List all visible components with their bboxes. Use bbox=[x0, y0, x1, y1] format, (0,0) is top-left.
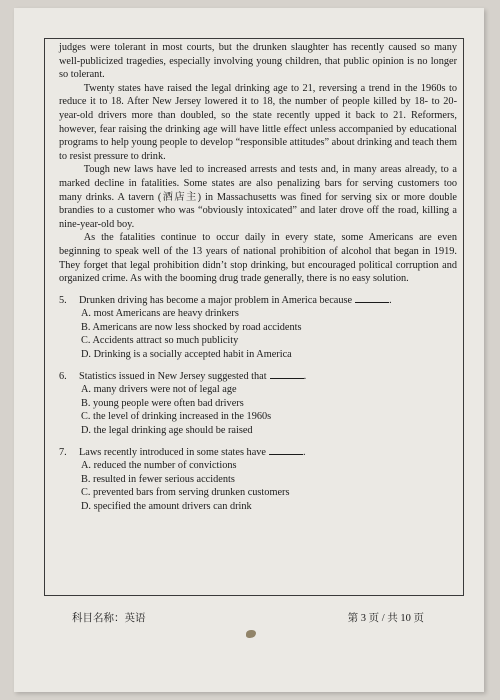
passage-paragraph: Tough new laws have led to increased arrests and tests and, in many areas already, to a marked decline in fatalities. Some states are also penalizing bars for serving customers too many drinks. A tavern (酒店主) in Massachusetts was fined for serving six or more double brandies to a customer who was “obviously intoxicated” and later drove off the road, killing a nine-year-old boy. bbox=[59, 164, 457, 230]
subject-name: 科目名称：英语 bbox=[72, 613, 146, 624]
question-stem bbox=[59, 370, 457, 384]
question-number: 5. bbox=[59, 294, 67, 306]
question-5 bbox=[59, 294, 457, 362]
passage-paragraph: As the fatalities continue to occur daily in every state, some Americans are even beginning to speak well of the 13 years of national prohibition of alcohol that began in 1919. They forget that legal prohibition didn’t stop drinking, but encouraged political corruption and organized crime. As with the booming drug trade generally, there is no easy solution. bbox=[59, 232, 457, 285]
answer-blank bbox=[270, 378, 304, 379]
option-a: A. reduced the number of convictions bbox=[81, 460, 237, 472]
option-b: B. resulted in fewer serious accidents bbox=[81, 473, 235, 485]
option-a: A. many drivers were not of legal age bbox=[81, 384, 237, 396]
option-c: C. prevented bars from serving drunken customers bbox=[81, 487, 290, 499]
exam-page bbox=[14, 8, 484, 692]
question-text: Drunken driving has become a major problem in America because bbox=[79, 294, 353, 306]
option-b: B. Americans are now less shocked by road accidents bbox=[81, 321, 302, 333]
page-number: 第 3 页 / 共 10 页 bbox=[347, 613, 424, 624]
question-end: . bbox=[303, 446, 306, 458]
ink-smudge bbox=[246, 630, 256, 638]
question-7 bbox=[59, 446, 457, 514]
option-d: D. the legal drinking age should be raised bbox=[81, 425, 253, 437]
question-frame bbox=[44, 38, 464, 596]
question-text: Laws recently introduced in some states have bbox=[79, 446, 266, 458]
option-b: B. young people were often bad drivers bbox=[81, 397, 244, 409]
question-end: . bbox=[389, 294, 392, 306]
question-number: 6. bbox=[59, 370, 67, 382]
passage-paragraph: Twenty states have raised the legal drinking age to 21, reversing a trend in the 1960s to reduce it to 18. After New Jersey lowered it to 18, the number of people killed by 18- to 20-year-old drivers more than doubled, so the state recently upped it back to 21. Reformers, however, fear raising the drinking age will have little effect unless accompanied by educational programs to help young people to develop “responsible attitudes” about drinking and teach them to resist pressure to drink. bbox=[59, 82, 457, 162]
option-c: C. the level of drinking increased in the 1960s bbox=[81, 411, 272, 423]
question-end: . bbox=[303, 370, 307, 382]
page-footer bbox=[72, 610, 424, 625]
answer-blank bbox=[355, 302, 389, 303]
option-d: D. Drinking is a socially accepted habit in America bbox=[81, 349, 292, 361]
answer-blank bbox=[269, 454, 303, 455]
option-d: D. specified the amount drivers can drink bbox=[81, 501, 252, 512]
reading-content bbox=[59, 41, 457, 514]
question-stem bbox=[59, 294, 457, 308]
option-a: A. most Americans are heavy drinkers bbox=[81, 308, 239, 320]
question-6 bbox=[59, 370, 457, 438]
question-stem bbox=[59, 446, 457, 460]
question-text: Statistics issued in New Jersey suggested that bbox=[79, 370, 267, 382]
option-c: C. Accidents attract so much publicity bbox=[81, 335, 239, 347]
question-number: 7. bbox=[59, 446, 67, 458]
passage-paragraph: judges were tolerant in most courts, but the drunken slaughter has recently caused so many well-publicized tragedies, especially involving young children, that public opinion is no longer so tolerant. bbox=[59, 42, 457, 81]
